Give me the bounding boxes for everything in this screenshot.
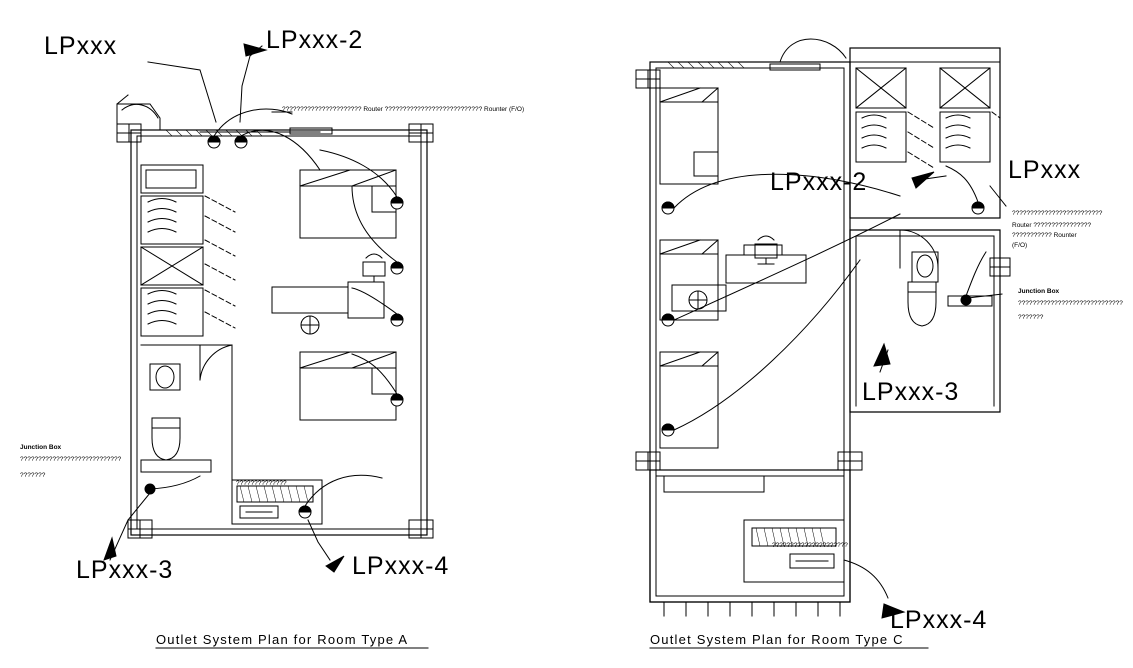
plan-a-router-note: ?????????????????????? Router ??????????????????????????? Rounter (F/O)	[282, 106, 525, 113]
plan-c-title: Outlet System Plan for Room Type C	[650, 632, 904, 647]
plan-c-router-note-line4: (F/O)	[1012, 242, 1028, 249]
plan-a-title: Outlet System Plan for Room Type A	[156, 632, 409, 647]
plan-c-router-note-line1: ?????????????????????????	[1012, 210, 1103, 217]
plan-c-callout-lp-main: LPxxx	[1008, 156, 1082, 184]
plan-a-junction-box-line1: ????????????????????????????	[20, 456, 122, 463]
plan-c-router-note-line3: ??????????? Rounter	[1012, 232, 1077, 239]
plan-a-callout-lp-2: LPxxx-2	[266, 26, 364, 54]
plan-c-router-note-line2: Router ????????????????	[1012, 222, 1092, 229]
plan-c-geometry	[636, 39, 1010, 618]
plan-a-junction-box-line2: ???????	[20, 472, 46, 479]
plan-a-callout-lp-4: LPxxx-4	[352, 552, 450, 580]
plan-c-junction-box-line1: ?????????????????????????????	[1018, 300, 1123, 307]
plan-c-callout-lp-4: LPxxx-4	[890, 606, 988, 634]
plan-a-cabinet-hatch-label: ??????????????	[236, 480, 287, 487]
plan-c-callout-lp-3: LPxxx-3	[862, 378, 960, 406]
plan-a-callout-lp-main: LPxxx	[44, 32, 118, 60]
plan-a-geometry	[104, 44, 433, 572]
plan-a-callout-lp-3: LPxxx-3	[76, 556, 174, 584]
plan-c-cabinet-hatch-label: ?????????????????????	[772, 542, 848, 549]
plan-c-junction-box-line2: ???????	[1018, 314, 1044, 321]
plan-c-junction-box-title: Junction Box	[1018, 288, 1060, 295]
plan-c-callout-lp-2: LPxxx-2	[770, 168, 868, 196]
plan-a-junction-box-title: Junction Box	[20, 444, 62, 451]
